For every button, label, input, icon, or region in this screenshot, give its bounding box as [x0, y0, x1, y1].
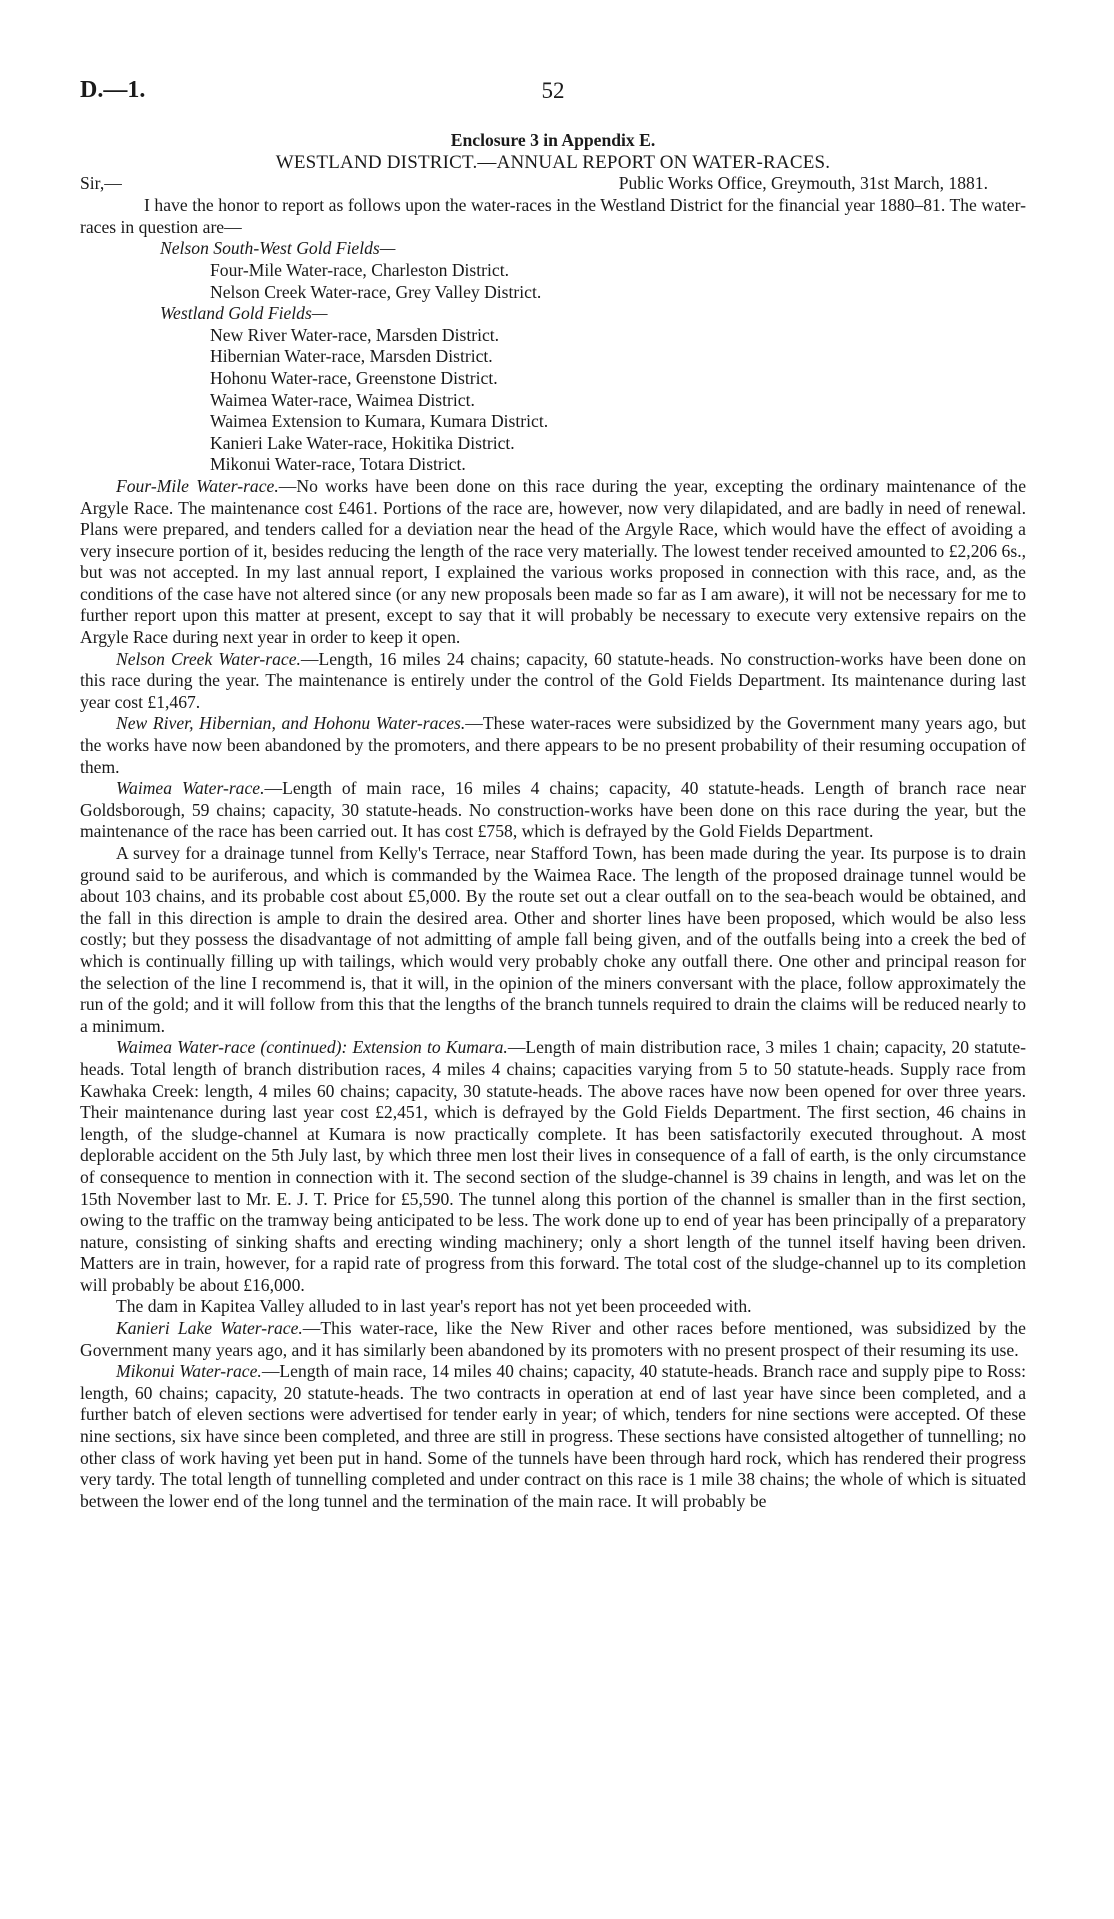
body-paragraph [80, 778, 1026, 843]
body-paragraph [80, 1318, 1026, 1361]
group-heading: Nelson South-West Gold Fields— [160, 238, 396, 259]
paragraph-text: —Length, 16 miles 24 chains; capacity, 60 statute-heads. No construction-works have been done on this race during the year. The maintenance is entirely under the control of the Gold Fields Department. Its maintenance during last year cost £1,467. [80, 648, 1026, 712]
race-item: Kanieri Lake Water-race, Hokitika District. [210, 432, 515, 453]
paragraph-lead: New River, Hibernian, and Hohonu Water-races. [116, 713, 466, 734]
race-group-westland [80, 303, 1026, 476]
paragraph-text: —These water-races were subsidized by the Government many years ago, but the works have now been abandoned by the promoters, and there appears to be no present probability of their resuming occupation of them. [80, 713, 1026, 777]
paragraph-text: —Length of main race, 16 miles 4 chains; capacity, 40 statute-heads. Length of branch race near Goldsborough, 59 chains; capacity, 30 statute-heads. No construction-works have been done on this race during the year, but the maintenance of the race has been carried out. It has cost £758, which is defrayed by the Gold Fields Department. [80, 778, 1026, 842]
paragraph-lead: Waimea Water-race. [116, 778, 265, 799]
group-heading: Westland Gold Fields— [160, 303, 328, 324]
place-date: Public Works Office, Greymouth, 31st March, 1881. [618, 173, 988, 194]
race-item: Waimea Water-race, Waimea District. [210, 389, 475, 410]
race-group-nelson [80, 238, 1026, 303]
paragraph-lead: Waimea Water-race (continued): Extension to Kumara. [116, 1037, 508, 1058]
race-item: Hibernian Water-race, Marsden District. [210, 346, 493, 367]
paragraph-text: —No works have been done on this race during the year, excepting the ordinary maintenance of the Argyle Race. The maintenance cost £461. Portions of the race are, however, now very dilapidated, and are badly in need of renewal. Plans were prepared, and tenders called for a deviation near the head of the Argyle Race, which would have the effect of avoiding a very insecure portion of it, besides reducing the length of the race very materially. The lowest tender received amounted to £2,206 6s., but was not accepted. In my last annual report, I explained the various works proposed in connection with this race, and, as the conditions of the case have not altered since (or any new proposals been made so far as I am aware), it will not be necessary for me to further report upon this matter at present, except to say that it will probably be necessary to execute very extensive repairs on the Argyle Race during next year in order to keep it open. [80, 475, 1027, 648]
intro-paragraph: I have the honor to report as follows upon the water-races in the Westland District for the financial year 1880–81. The water-races in question are— [80, 195, 1026, 237]
paragraph-text: —Length of main distribution race, 3 miles 1 chain; capacity, 20 statute-heads. Total length of branch distribution races, 4 miles 4 chains; capacities varying from 5 to 50 statute-heads. Supply race from Kawhaka Creek: length, 4 miles 60 chains; capacity, 30 statute-heads. The above races have now been opened for over three years. Their maintenance during last year cost £2,451, which is defrayed by the Gold Fields Department. The first section, 46 chains in length, of the sludge-channel at Kumara is now practically complete. It has been satisfactorily executed throughout. A most deplorable accident on the 5th July last, by which three men lost their lives in consequence of a fall of earth, is the only circumstance of consequence to mention in connection with it. The second section of the sludge-channel is 39 chains in length, and was let on the 15th November last to Mr. E. J. T. Price for £5,590. The tunnel along this portion of the channel is smaller than in the first section, owing to the traffic on the tramway being anticipated to be less. The work done up to end of year has been principally of a preparatory nature, consisting of sinking shafts and erecting winding machinery; only a short length of the tunnel itself having been driven. Matters are in train, however, for a rapid rate of progress from this forward. The total cost of the sludge-channel up to its completion will probably be about £16,000. [80, 1037, 1026, 1295]
body-paragraph [80, 713, 1026, 778]
paragraph-lead: Four-Mile Water-race. [116, 475, 279, 496]
race-item: Nelson Creek Water-race, Grey Valley District. [210, 281, 542, 302]
paragraph-lead: Nelson Creek Water-race. [116, 648, 301, 669]
body-paragraph [80, 843, 1026, 1037]
race-item: New River Water-race, Marsden District. [210, 324, 500, 345]
body-paragraph [80, 476, 1026, 649]
body-paragraph [80, 1361, 1026, 1512]
race-item: Waimea Extension to Kumara, Kumara District. [210, 411, 549, 432]
paragraph-lead: Kanieri Lake Water-race. [116, 1318, 303, 1339]
paragraph-text: —This water-race, like the New River and other races before mentioned, was subsidized by the Government many years ago, and it has similarly been abandoned by its promoters with no present prospect of their resuming its use. [80, 1318, 1026, 1360]
body-paragraph [80, 649, 1026, 714]
race-item: Mikonui Water-race, Totara District. [210, 454, 466, 475]
page-header [80, 77, 1026, 110]
paragraph-text: A survey for a drainage tunnel from Kelly's Terrace, near Stafford Town, has been made during the year. Its purpose is to drain ground said to be auriferous, and which is commanded by the Waimea Race. The length of the proposed drainage tunnel would be about 103 chains, and its probable cost about £5,000. By the route set out a clear outfall on to the sea-beach would be obtained, and the fall in this direction is ample to drain the desired area. Other and shorter lines have been proposed, which would be also less costly; but they possess the disadvantage of not admitting of ample fall being given, and of the outfalls being into a creek the bed of which is continually filling up with tailings, which would very probably choke any outfall there. One other and principal reason for the selection of the line I recommend is, that it will, in the opinion of the miners conversant with the place, follow approximately the run of the gold; and it will follow from this that the lengths of the branch tunnels required to drain the claims will be reduced nearly to a minimum. [80, 843, 1026, 1036]
body-paragraph [80, 1037, 1026, 1296]
race-item: Hohonu Water-race, Greenstone District. [210, 367, 498, 388]
page-number: 52 [541, 78, 565, 103]
salutation-row [80, 173, 1026, 195]
document-reference: D.—1. [80, 77, 146, 103]
salutation: Sir,— [80, 173, 122, 194]
enclosure-heading: Enclosure 3 in Appendix E. [450, 130, 656, 150]
body-paragraph [80, 1296, 1026, 1318]
paragraph-lead: Mikonui Water-race. [116, 1361, 262, 1382]
paragraph-text: —Length of main race, 14 miles 40 chains; capacity, 40 statute-heads. Branch race and supply pipe to Ross: length, 60 chains; capacity, 20 statute-heads. The two contracts in operation at end of last year have since been completed, and a further batch of eleven sections were advertised for tender early in year; of which, tenders for nine sections were accepted. Of these nine sections, six have since been completed, and three are still in progress. These sections have consisted altogether of tunnelling; no other class of work having yet been put in hand. Some of the tunnels have been through hard rock, which has rendered their progress very tardy. The total length of tunnelling completed and under contract on this race is 1 mile 38 chains; the whole of which is situated between the lower end of the long tunnel and the termination of the main race. It will probably be [80, 1361, 1027, 1511]
race-item: Four-Mile Water-race, Charleston District. [210, 259, 509, 280]
report-title: WESTLAND DISTRICT.—ANNUAL REPORT ON WATER-RACES. [275, 151, 831, 173]
paragraph-text: The dam in Kapitea Valley alluded to in last year's report has not yet been proceeded with. [116, 1296, 752, 1317]
